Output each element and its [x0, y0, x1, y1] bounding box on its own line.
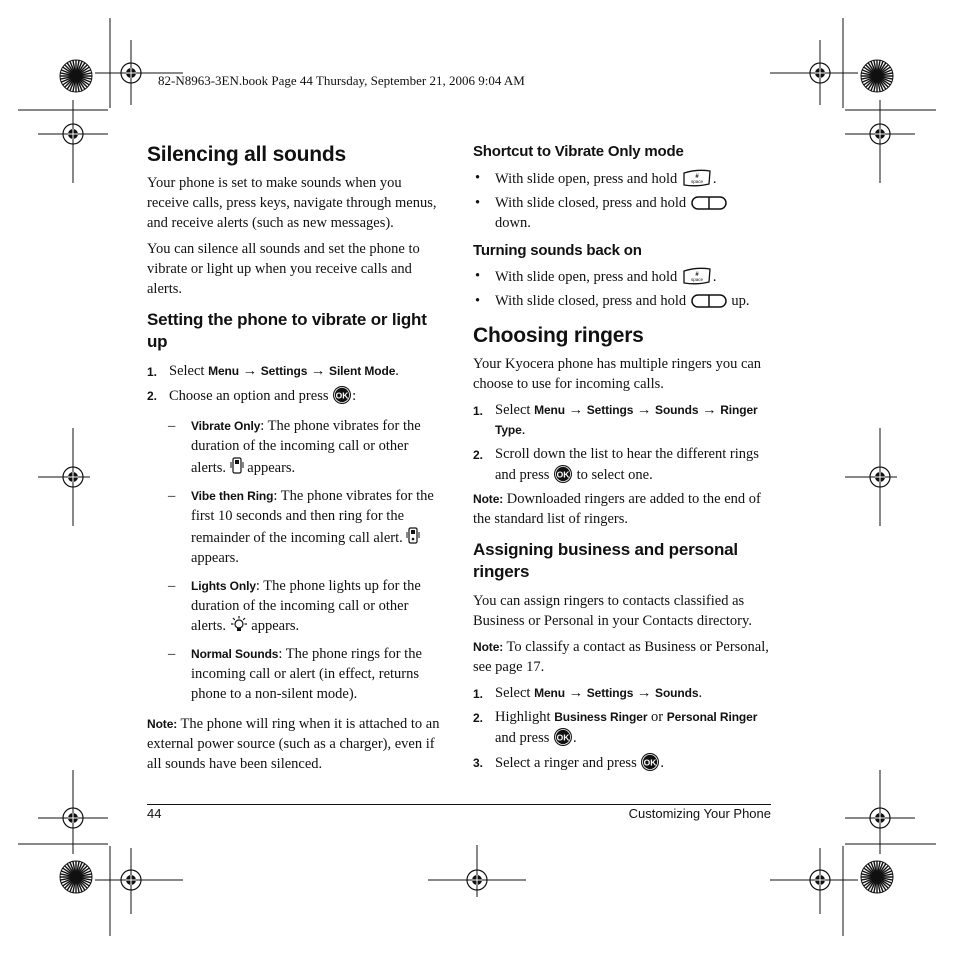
ok-key-icon	[332, 385, 352, 405]
ok-key-icon	[553, 464, 573, 484]
step-1: 1. Select Menu → Settings → Sounds.	[473, 685, 703, 702]
note: Note: To classify a contact as Business or Personal, see page 17.	[473, 639, 769, 676]
note: Note: Downloaded ringers are added to the end of the standard list of ringers.	[473, 491, 761, 528]
file-header: 82-N8963-3EN.book Page 44 Thursday, September 21, 2006 9:04 AM	[158, 73, 525, 88]
heading-assigning-ringers: Assigning business and personal ringers	[473, 540, 738, 582]
right-column	[473, 138, 773, 777]
svg-text:OK: OK	[335, 390, 349, 401]
step-1: 1. Select Menu → Settings → Silent Mode.	[147, 363, 399, 380]
footer-title: Customizing Your Phone	[628, 806, 771, 821]
side-volume-key-icon	[690, 194, 728, 212]
side-volume-key-icon	[690, 292, 728, 310]
heading-turning-sounds-back-on: Turning sounds back on	[473, 241, 642, 259]
bullet-item: • With slide closed, press and hold down.	[473, 193, 773, 233]
pound-key-icon	[681, 266, 713, 286]
option-normal-sounds: – Normal Sounds: The phone rings for the incoming call or alert (in effect, returns phone to a non-silent mode).	[168, 646, 422, 703]
step-2: 2. Scroll down the list to hear the different rings and press OK to select one.	[473, 446, 759, 484]
bullet-item: • With slide closed, press and hold up.	[475, 293, 750, 309]
footer-rule	[147, 804, 771, 805]
svg-text:#: #	[695, 272, 699, 278]
heading-silencing-all-sounds: Silencing all sounds	[147, 143, 347, 166]
paragraph: Your phone is set to make sounds when you receive calls, press keys, navigate through menus, and receive alerts (such as new messages).	[147, 175, 437, 232]
note: Note: The phone will ring when it is attached to an external power source (such as a charger), even if all sounds have been silenced.	[147, 716, 440, 773]
option-lights-only: – Lights Only: The phone lights up for the duration of the incoming call or other alerts. appears.	[168, 578, 421, 635]
svg-text:OK: OK	[556, 469, 570, 480]
bullet-item: • With slide open, press and hold # space .	[475, 268, 717, 285]
option-vibe-then-ring: – Vibe then Ring: The phone vibrates for the first 10 seconds and then ring for the remainder of the incoming call alert. appears.	[168, 488, 434, 567]
step-2: 2. Highlight Business Ringer or Personal Ringer and press OK .	[473, 709, 758, 747]
silent-mode-label: Silent Mode	[329, 364, 396, 379]
vibe-ring-icon	[406, 526, 420, 546]
svg-text:space: space	[690, 277, 703, 282]
settings-label: Settings	[260, 364, 308, 379]
heading-shortcut-vibrate: Shortcut to Vibrate Only mode	[473, 143, 684, 160]
step-3: 3. Select a ringer and press OK .	[473, 752, 773, 773]
vibrate-icon	[230, 456, 244, 476]
heading-vibrate-or-light: Setting the phone to vibrate or light up	[147, 310, 427, 352]
left-column	[147, 138, 447, 780]
svg-text:#: #	[695, 173, 699, 180]
menu-label: Menu	[208, 364, 239, 379]
step-2: 2. Choose an option and press OK :	[147, 385, 447, 406]
svg-text:OK: OK	[556, 732, 570, 743]
page-number: 44	[147, 806, 162, 821]
paragraph: You can assign ringers to contacts classified as Business or Personal in your Contacts directory.	[473, 593, 752, 630]
heading-choosing-ringers: Choosing ringers	[473, 324, 644, 347]
option-vibrate-only: – Vibrate Only: The phone vibrates for the duration of the incoming call or other alerts. appears.	[168, 418, 421, 477]
bullet-item: • With slide open, press and hold # space .	[475, 169, 717, 187]
ok-key-icon	[553, 727, 573, 747]
ok-key-icon	[640, 752, 660, 772]
paragraph: Your Kyocera phone has multiple ringers you can choose to use for incoming calls.	[473, 356, 762, 393]
paragraph: You can silence all sounds and set the phone to vibrate or light up when you receive calls and alerts.	[147, 241, 420, 298]
step-1: 1. Select Menu → Settings → Sounds → Ringer Type.	[473, 402, 758, 439]
light-icon	[230, 616, 248, 634]
svg-text:space: space	[690, 178, 703, 184]
pound-key-icon	[681, 168, 713, 188]
svg-text:OK: OK	[643, 757, 657, 768]
